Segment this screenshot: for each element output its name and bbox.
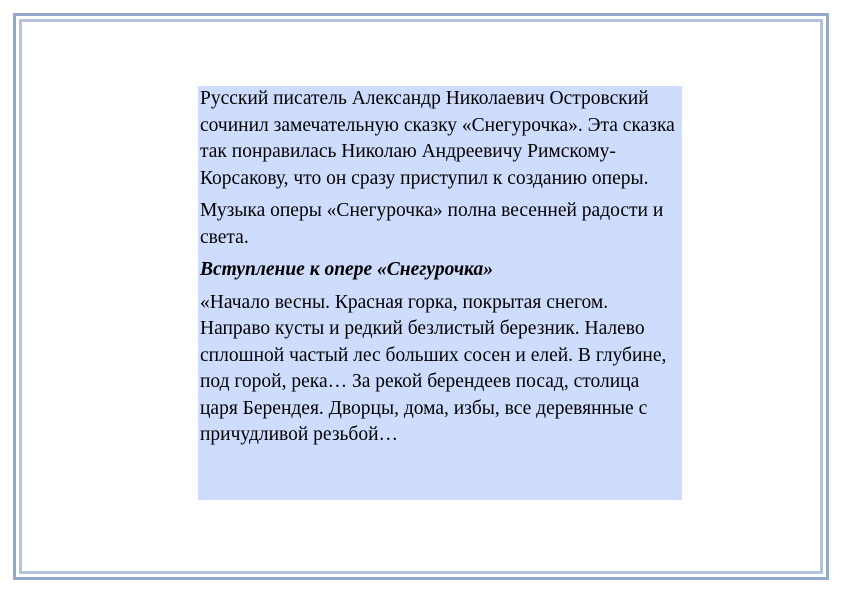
section-heading: Вступление к опере «Снегурочка» — [200, 259, 493, 280]
intro-paragraph: Русский писатель Александр Николаевич Островский сочинил замечательную сказку «Снегурочка». Эта сказка так понравилась Николаю Андреевичу Римскому-Корсакову, что он сразу приступил к созданию оперы. — [200, 88, 675, 189]
music-paragraph: Музыка оперы «Снегурочка» полна весенней радости и света. — [200, 200, 664, 248]
quote-paragraph: «Начало весны. Красная горка, покрытая снегом. Направо кусты и редкий безлистый березник. Налево сплошной частый лес больших сосен и елей. В глубине, под горой, река… За рекой берендеев посад, столица царя Берендея. Дворцы, дома, избы, все деревянные с причудливой резьбой… — [200, 291, 667, 445]
text-block — [198, 86, 682, 500]
